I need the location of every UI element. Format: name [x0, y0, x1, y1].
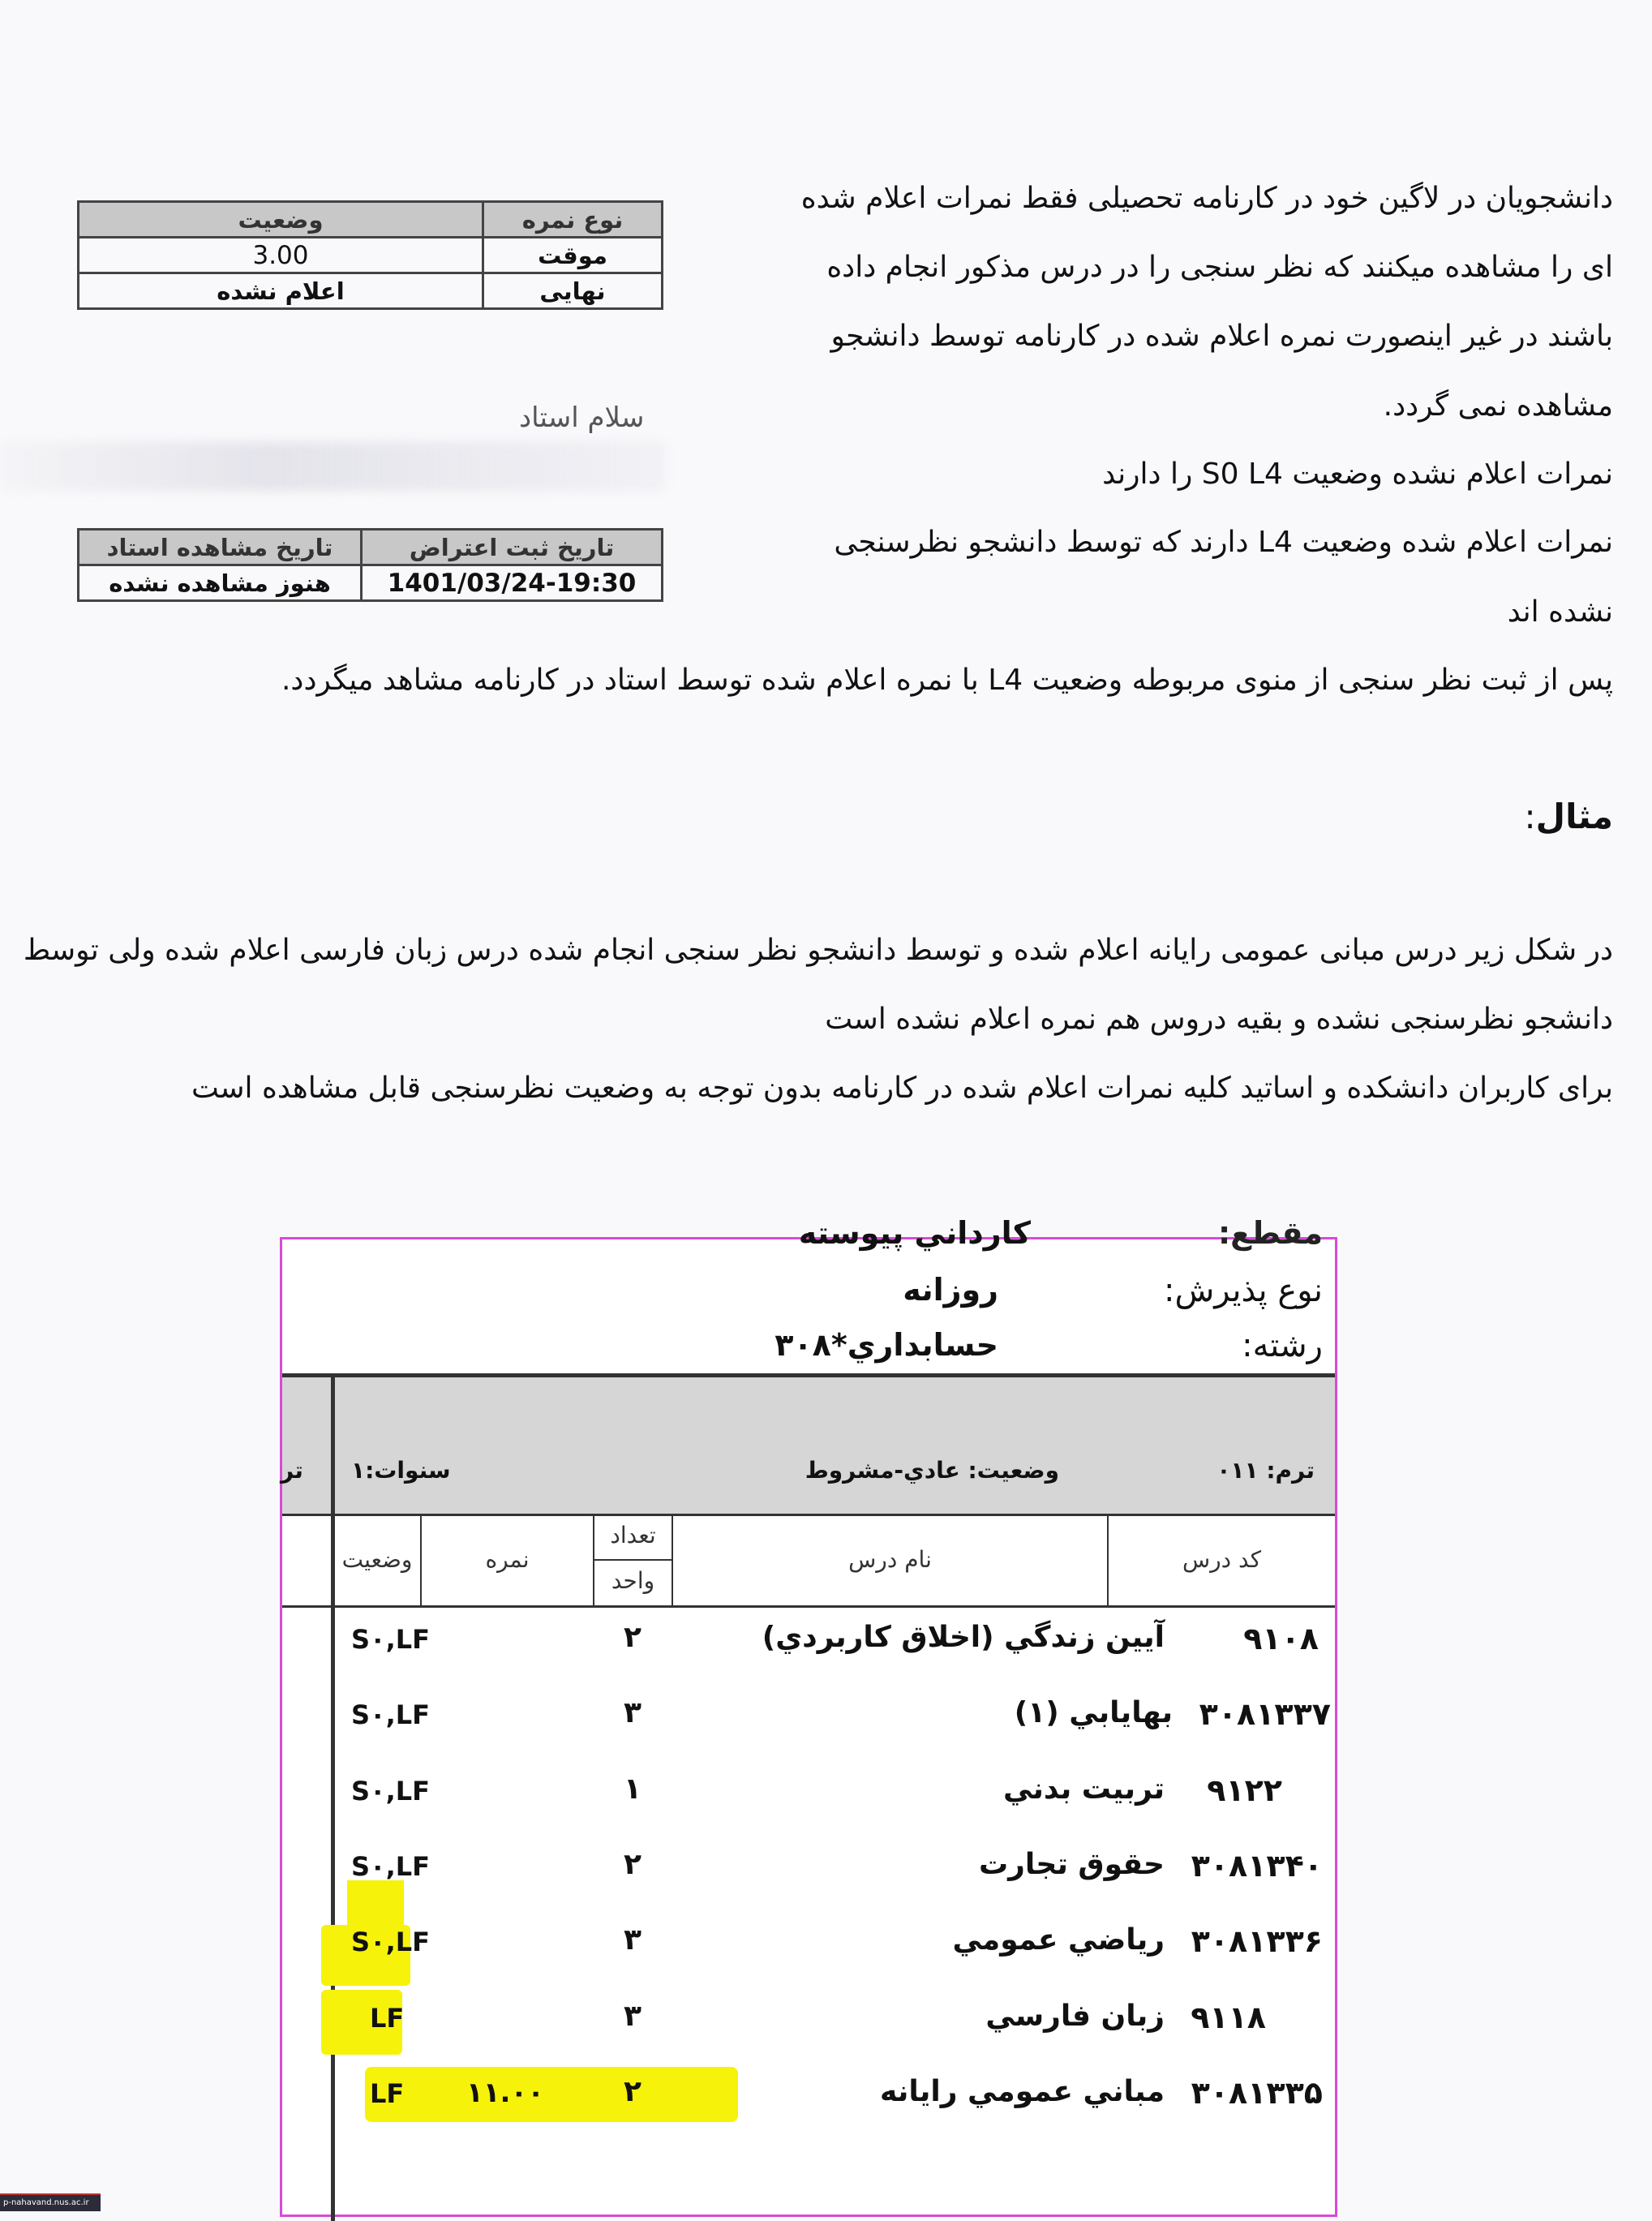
intro-line-6: نمرات اعلام شده وضعیت L4 دارند که توسط دانشجو نظرسنجی: [834, 526, 1613, 559]
example-line-1: در شکل زیر درس مبانی عمومی رایانه اعلام شده و توسط دانشجو نظر سنجی انجام شده درس زبان فارسی اعلام شده ولی توسط: [23, 934, 1613, 967]
course-name: رياضي عمومي: [952, 1923, 1165, 1957]
example-heading: [1524, 797, 1613, 836]
site-badge: [0, 2193, 101, 2211]
objection-date-value: 1401/03/24-19:30: [362, 565, 663, 601]
term-text: ترم: ۰۱۱: [1216, 1457, 1315, 1484]
major-value: حسابداري*۳۰۸: [775, 1327, 998, 1363]
years-text: سنوات:۱: [351, 1457, 451, 1484]
intro-line-1: دانشجویان در لاگین خود در کارنامه تحصیلی فقط نمرات اعلام شده: [800, 182, 1613, 215]
course-code: ۳۰۸۱۳۳۷: [1199, 1696, 1331, 1732]
course-units: ۲: [624, 2075, 641, 2108]
header-teacher-view-date: تاریخ مشاهده استاد: [79, 530, 362, 565]
intro-line-8: پس از ثبت نظر سنجی از منوی مربوطه وضعیت L4 با نمره اعلام شده توسط استاد در کارنامه مشاهد میگردد.: [281, 664, 1613, 697]
course-status: S۰,LF: [351, 1699, 430, 1730]
row-temporary-type: موقت: [483, 238, 663, 273]
course-name: مباني عمومي رايانه: [880, 2075, 1165, 2108]
course-code: ۹۱۲۲: [1207, 1772, 1282, 1808]
course-name: بهايابي (۱): [1014, 1696, 1173, 1729]
col-grade-header: نمره: [485, 1546, 530, 1573]
course-name: حقوق تجارت: [978, 1848, 1165, 1881]
course-status: LF: [370, 2003, 405, 2034]
level-label: مقطع:: [1217, 1215, 1323, 1251]
header-objection-date: تاریخ ثبت اعتراض: [362, 530, 663, 565]
col-status-header: وضعيت: [341, 1546, 413, 1573]
col-units-header-top: تعداد: [610, 1522, 656, 1549]
term-band: [282, 1377, 1335, 1514]
left-thick-rule: [331, 1377, 335, 2221]
row-final-value: اعلام نشده: [79, 273, 483, 309]
level-value: كارداني پيوسته: [798, 1215, 1031, 1251]
example-heading-colon: :: [1524, 797, 1536, 836]
course-name: آيين زندگي (اخلاق كاربردي): [762, 1621, 1165, 1654]
course-name: تربيت بدني: [1002, 1772, 1165, 1806]
course-code: ۹۱۱۸: [1191, 2000, 1266, 2035]
col-units-header-bottom: واحد: [611, 1567, 655, 1594]
grade-status-table: [77, 200, 663, 310]
course-status: S۰,LF: [351, 1851, 430, 1882]
intro-line-2: ای را مشاهده میکنند که نظر سنجی را در درس مذکور انجام داده: [826, 251, 1613, 284]
example-heading-text: مثال: [1535, 797, 1613, 836]
row-temporary-value: 3.00: [79, 238, 483, 273]
course-status: S۰,LF: [351, 1624, 430, 1655]
course-units: ۳: [624, 1923, 641, 1957]
units-split: [593, 1559, 672, 1561]
col-header-bottom: [282, 1605, 1335, 1608]
teacher-view-value: هنوز مشاهده نشده: [79, 565, 362, 601]
intro-line-3: باشند در غیر اینصورت نمره اعلام شده در کارنامه توسط دانشجو: [830, 320, 1613, 353]
row-final-type: نهایی: [483, 273, 663, 309]
admission-value: روزانه: [903, 1272, 998, 1308]
standing-text: وضعيت: عادي-مشروط: [805, 1457, 1059, 1484]
course-code: ۹۱۰۸: [1243, 1621, 1319, 1656]
greeting-text: سلام استاد: [519, 402, 645, 434]
header-grade-type: نوع نمره: [483, 202, 663, 238]
intro-line-4: مشاهده نمی گردد.: [1383, 389, 1613, 423]
course-units: ۲: [624, 1848, 641, 1881]
admission-label: نوع پذيرش:: [1163, 1272, 1323, 1309]
course-status: S۰,LF: [351, 1776, 430, 1806]
intro-line-7: نشده اند: [1507, 595, 1613, 629]
course-status: LF: [370, 2078, 405, 2109]
blurred-redacted-line: [0, 442, 665, 491]
intro-line-5: نمرات اعلام نشده وضعیت S0 L4 را دارند: [1102, 458, 1613, 491]
highlight-mark-1: [347, 1880, 404, 1929]
course-units: ۳: [624, 1696, 641, 1729]
col-code-header: كد درس: [1182, 1546, 1262, 1573]
course-units: ۳: [624, 2000, 641, 2033]
course-units: ۱: [624, 1772, 641, 1806]
course-code: ۳۰۸۱۳۴۰: [1191, 1848, 1323, 1884]
objection-table: [77, 528, 663, 602]
col-name-header: نام درس: [848, 1546, 932, 1573]
course-code: ۳۰۸۱۳۳۶: [1191, 1923, 1323, 1959]
transcript-image: [280, 1215, 1337, 2217]
course-units: ۲: [624, 1621, 641, 1654]
example-line-2: دانشجو نظرسنجی نشده و بقیه دروس هم نمره اعلام نشده است: [825, 1003, 1613, 1036]
course-name: زبان فارسي: [985, 2000, 1165, 2033]
major-label: رشته:: [1242, 1327, 1323, 1364]
course-code: ۳۰۸۱۳۳۵: [1191, 2075, 1323, 2111]
course-grade: ۱۱.۰۰: [466, 2077, 544, 2109]
cut-edge-text: تر: [281, 1457, 303, 1484]
example-line-3: برای کاربران دانشکده و اساتید کلیه نمرات اعلام شده در کارنامه بدون توجه به وضعیت نظرسنجی قابل مشاهده است: [191, 1072, 1613, 1105]
course-status: S۰,LF: [351, 1927, 430, 1957]
header-status: وضعیت: [79, 202, 483, 238]
col-header-top: [282, 1514, 1335, 1516]
site-badge-text: p-nahavand.nus.ac.ir: [3, 2198, 89, 2207]
